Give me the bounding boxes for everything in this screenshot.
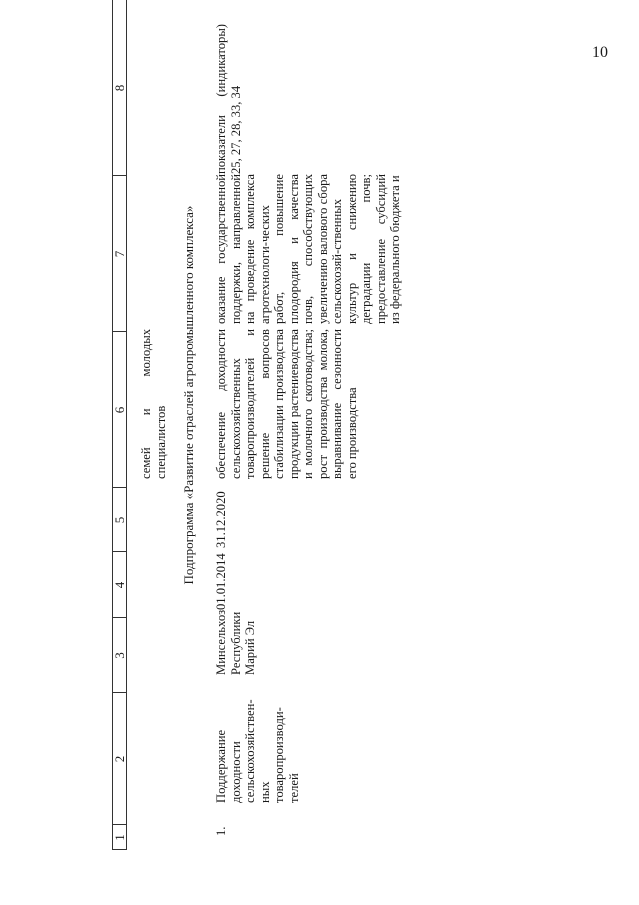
responsible-executor: Минсельхоз Республики Марий Эл — [214, 609, 257, 675]
expected-result: обеспечение доходности сельскохозяйственных товаропроизводителей и решение вопросов стабилизации производства продукции растениеводства и молочного скотоводства; рост производства молока, выравнивание сезонности его производства — [214, 329, 359, 479]
column-number: 2 — [112, 755, 127, 763]
start-date: 01.01.2014 — [214, 553, 228, 610]
column-number: 6 — [112, 406, 127, 414]
column-number: 3 — [112, 652, 127, 659]
continuation-text: семей и молодых специалистов — [139, 329, 168, 479]
main-measures: оказание государственной поддержки, направленной на проведение комплекса агротехнологи-ческих работ, повышение плодородия и качества почв, способствующих увеличению валового сбора сельскохозяй-ственных культур и снижению деградации почв; предоставление субсидий из федерального бюджета и — [214, 174, 402, 324]
page-number: 10 — [592, 44, 608, 61]
end-date: 31.12.2020 — [214, 491, 228, 548]
indicators: показатели (индикаторы) 25, 27, 28, 33, 34 — [214, 24, 243, 174]
rotated-table-sheet — [112, 0, 592, 850]
column-number: 1 — [112, 834, 127, 841]
column-number: 4 — [112, 581, 127, 589]
column-number: 5 — [112, 516, 127, 524]
column-number: 7 — [112, 250, 127, 258]
subprogram-title: Подпрограмма «Развитие отраслей агропромышленного комплекса» — [181, 205, 196, 585]
column-number: 8 — [112, 84, 127, 92]
event-name: Поддержание доходности сельскохозяйствен-ных товаропроизводи-телей — [214, 699, 301, 803]
row-number: 1. — [214, 826, 228, 836]
